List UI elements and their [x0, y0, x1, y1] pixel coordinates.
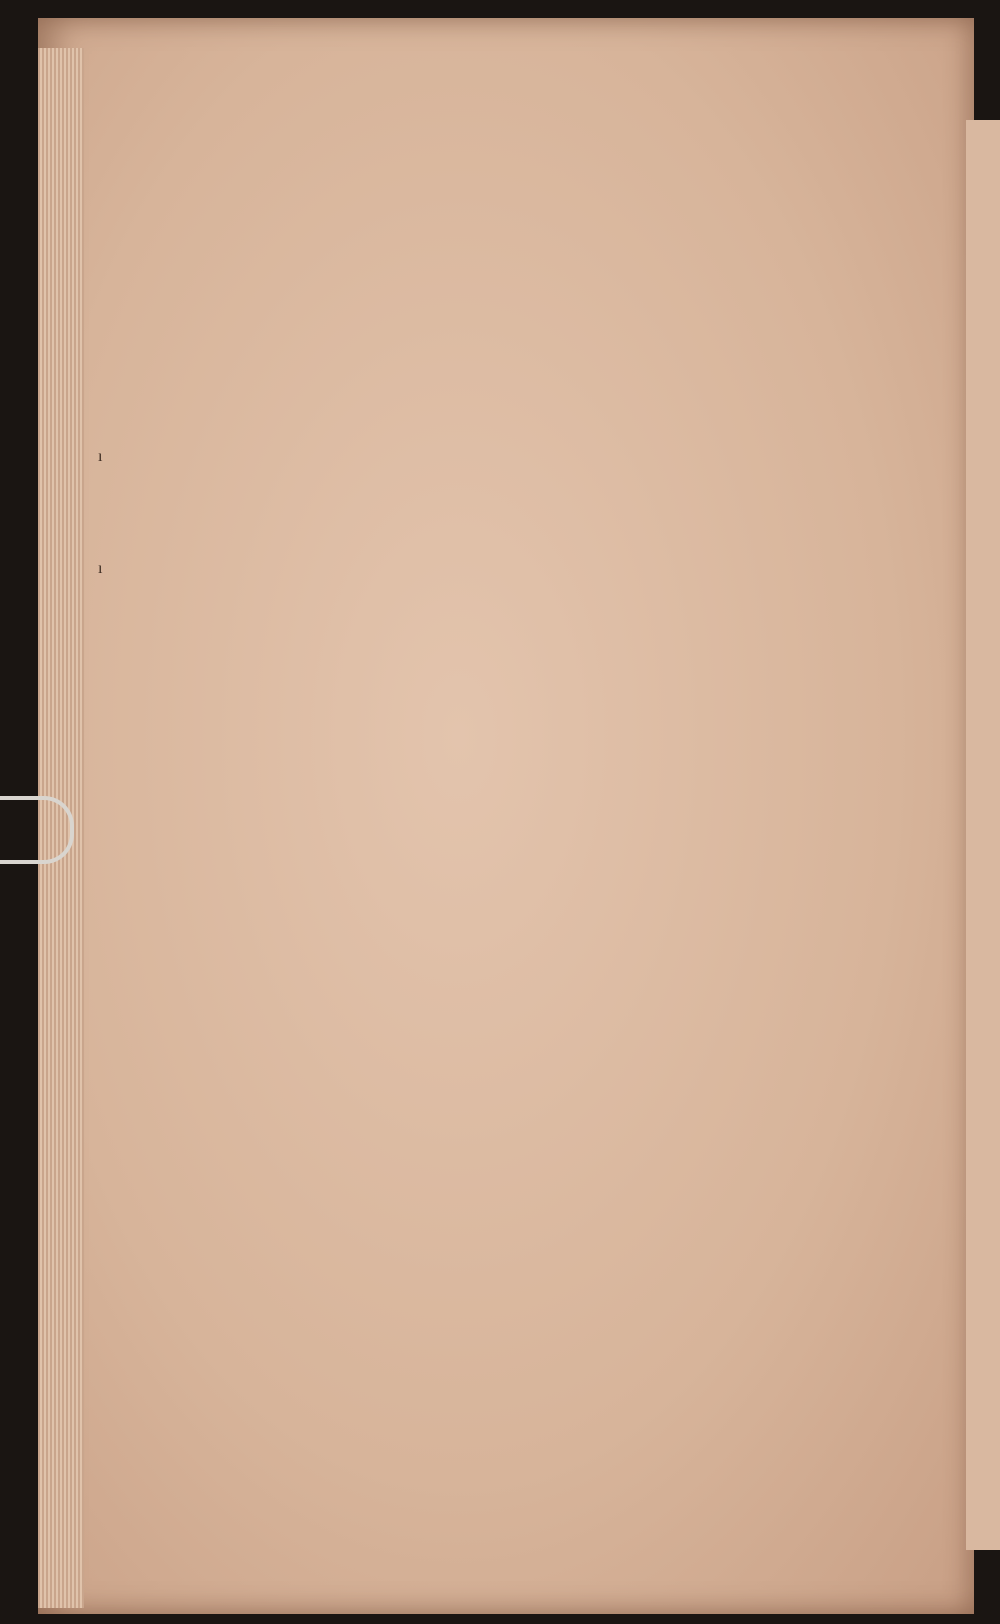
margin-mark: ı — [98, 448, 103, 465]
next-page-edge — [966, 120, 1000, 1550]
margin-mark: ı — [98, 560, 103, 577]
book-page — [38, 18, 974, 1614]
paper-clip — [0, 796, 74, 864]
page-header — [238, 120, 878, 148]
section-subtitle — [425, 352, 437, 375]
main-paragraph — [232, 412, 922, 414]
